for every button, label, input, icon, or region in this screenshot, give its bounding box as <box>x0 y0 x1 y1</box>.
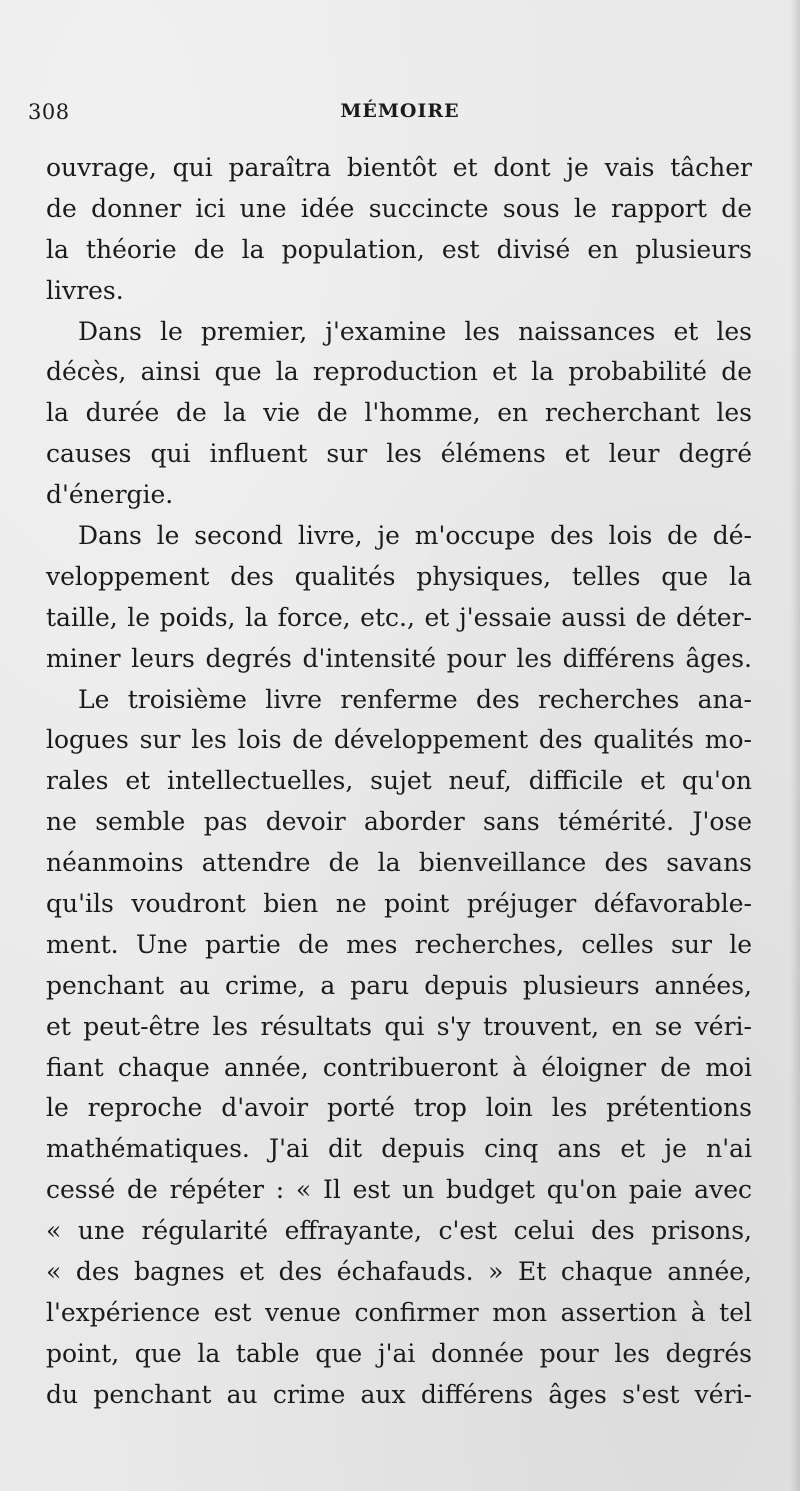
text-line: cessé de répéter : « Il est un budget qu'on paie avec <box>46 1175 752 1205</box>
page-edge-shadow <box>790 0 800 1491</box>
text-line: du penchant au crime aux différens âges s'est véri- <box>46 1379 752 1409</box>
text-line: Le troisième livre renferme des recherches ana- <box>78 684 752 714</box>
text-line: Dans le second livre, je m'occupe des lois de dé- <box>78 521 752 551</box>
text-line: « une régularité effrayante, c'est celui des prisons, <box>46 1216 752 1246</box>
text-line: l'expérience est venue confirmer mon assertion à tel <box>46 1297 752 1327</box>
text-line: rales et intellectuelles, sujet neuf, difficile et qu'on <box>46 766 752 796</box>
text-line: Dans le premier, j'examine les naissances et les <box>78 316 752 346</box>
text-line: « des bagnes et des échafauds. » Et chaque année, <box>46 1257 752 1287</box>
text-line: livres. <box>46 275 124 305</box>
text-line: qu'ils voudront bien ne point préjuger défavorable- <box>46 889 752 919</box>
text-line: et peut-être les résultats qui s'y trouvent, en se véri- <box>46 1011 752 1041</box>
text-line: le reproche d'avoir porté trop loin les prétentions <box>46 1093 752 1123</box>
page-number: 308 <box>28 100 70 124</box>
text-line: ment. Une partie de mes recherches, celles sur le <box>46 929 752 959</box>
text-line: miner leurs degrés d'intensité pour les différens âges. <box>46 643 752 673</box>
body-text <box>46 148 752 1416</box>
text-line: causes qui influent sur les élémens et leur degré <box>46 439 752 469</box>
text-line: de donner ici une idée succincte sous le rapport de <box>46 193 752 223</box>
text-line: d'énergie. <box>46 480 174 510</box>
text-line: taille, le poids, la force, etc., et j'essaie aussi de déter- <box>46 602 752 632</box>
text-line: ne semble pas devoir aborder sans témérité. J'ose <box>46 807 752 837</box>
text-line: veloppement des qualités physiques, telles que la <box>46 561 752 591</box>
text-line: fiant chaque année, contribueront à éloigner de moi <box>46 1052 752 1082</box>
text-line: point, que la table que j'ai donnée pour les degrés <box>46 1338 752 1368</box>
text-line: la durée de la vie de l'homme, en recherchant les <box>46 398 752 428</box>
text-line: décès, ainsi que la reproduction et la probabilité de <box>46 357 752 387</box>
text-line: penchant au crime, a paru depuis plusieurs années, <box>46 970 752 1000</box>
text-line: mathématiques. J'ai dit depuis cinq ans et je n'ai <box>46 1134 752 1164</box>
running-head: MÉMOIRE <box>340 100 460 122</box>
page-header <box>28 100 772 130</box>
text-line: la théorie de la population, est divisé en plusieurs <box>46 234 752 264</box>
text-line: logues sur les lois de développement des qualités mo- <box>46 725 752 755</box>
text-line: ouvrage, qui paraîtra bientôt et dont je vais tâcher <box>46 153 752 182</box>
text-line: néanmoins attendre de la bienveillance des savans <box>46 848 752 878</box>
